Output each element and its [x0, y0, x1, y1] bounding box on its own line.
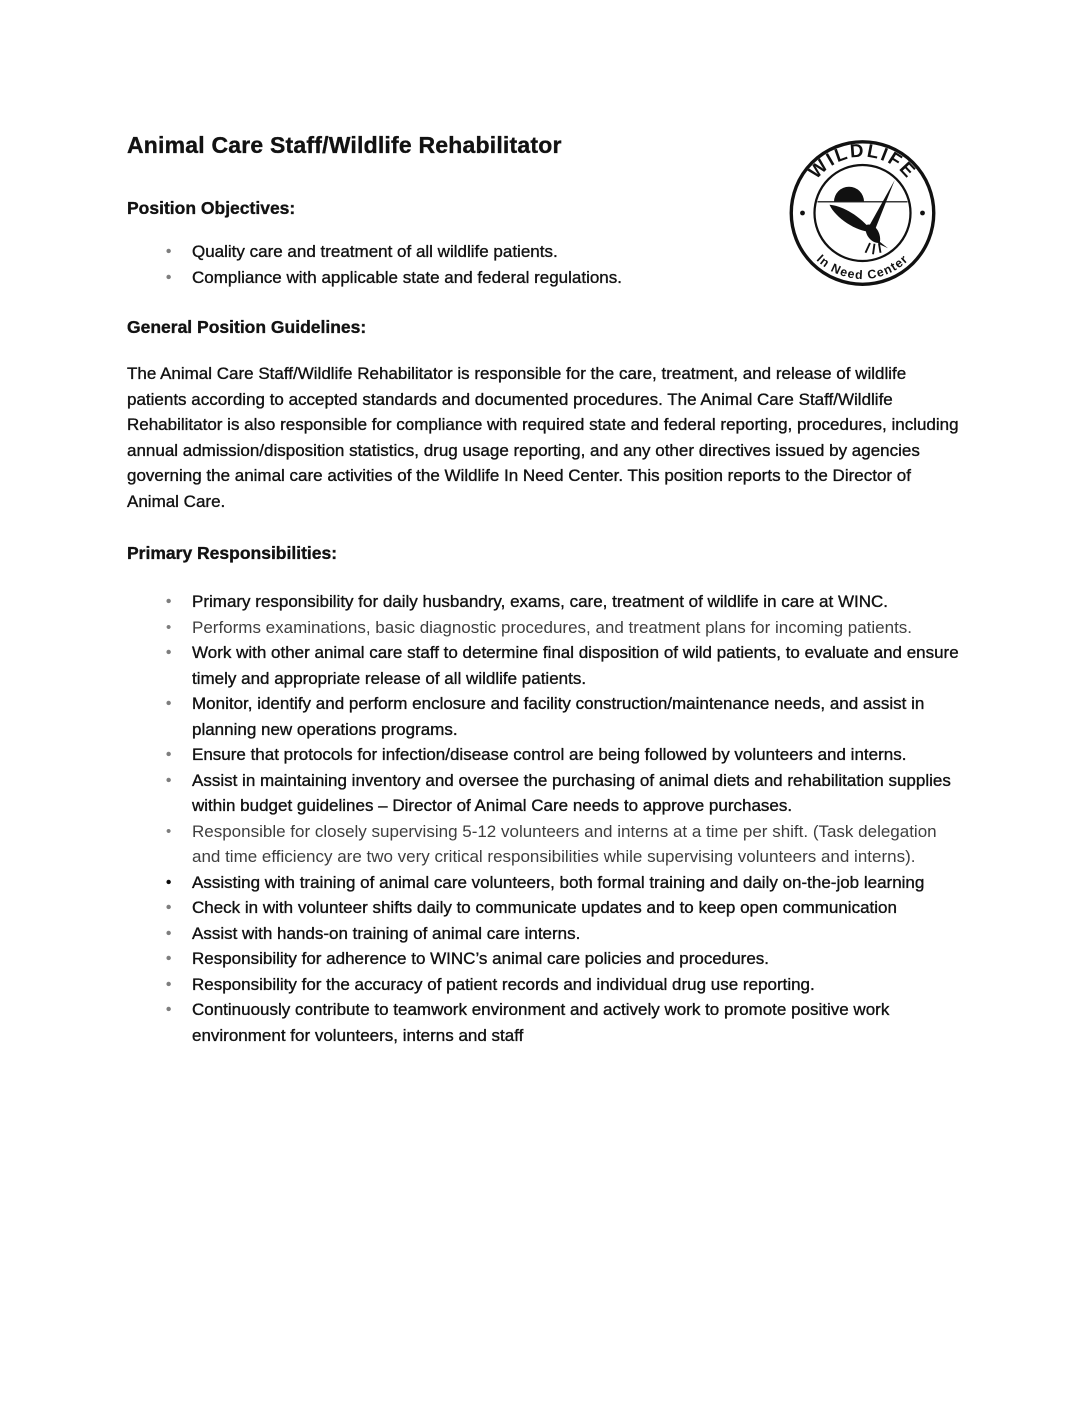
list-item-text: Monitor, identify and perform enclosure and facility construction/maintenance needs, and assist in planning new operations programs. [192, 694, 925, 739]
list-item-text: Responsibility for adherence to WINC’s animal care policies and procedures. [192, 949, 770, 968]
responsibilities-heading: Primary Responsibilities: [127, 543, 338, 563]
bullet-icon: • [166, 899, 172, 916]
bullet-icon: • [166, 1001, 172, 1018]
list-item [127, 895, 960, 921]
list-item [127, 819, 960, 870]
list-item-text: Check in with volunteer shifts daily to communicate updates and to keep open communication [192, 898, 897, 917]
objectives-heading: Position Objectives: [127, 198, 296, 218]
bullet-icon: • [166, 644, 172, 661]
list-item [127, 589, 960, 615]
list-item [127, 615, 960, 641]
bullet-icon: • [166, 695, 172, 712]
bullet-icon: • [166, 924, 172, 942]
bullet-icon: • [166, 618, 172, 636]
bullet-icon: • [166, 771, 172, 789]
bullet-icon: • [166, 268, 172, 286]
guidelines-paragraph: The Animal Care Staff/Wildlife Rehabilitator is responsible for the care, treatment, and release of wildlife patients according to accepted standards and documented procedures. The Animal Care Staff/Wildlife Rehabilitator is also responsible for compliance with required state and federal reporting, procedures, including annual admission/disposition statistics, drug usage reporting, and any other directives issued by agencies governing the animal care activities of the Wildlife In Need Center. This position reports to the Director of Animal Care. [127, 364, 959, 511]
list-item [127, 870, 960, 896]
logo-bottom-arc-text: In Need Center [813, 251, 912, 283]
responsibilities-list [127, 589, 960, 1048]
bullet-icon: • [166, 975, 172, 993]
bullet-icon: • [166, 822, 172, 840]
bullet-icon: • [166, 873, 172, 891]
bullet-icon: • [166, 243, 172, 260]
list-item-text: Performs examinations, basic diagnostic procedures, and treatment plans for incoming patients. [192, 617, 913, 637]
list-item-text: Quality care and treatment of all wildlife patients. [192, 242, 558, 261]
list-item-text: Compliance with applicable state and federal regulations. [192, 267, 622, 287]
list-item-text: Continuously contribute to teamwork environment and actively work to promote positive work environment for volunteers, interns and staff [192, 1000, 890, 1045]
winc-logo [787, 138, 938, 288]
list-item [127, 742, 960, 768]
list-item-text: Work with other animal care staff to determine final disposition of wild patients, to evaluate and ensure timely and appropriate release of all wildlife patients. [192, 643, 959, 688]
bullet-icon: • [166, 950, 172, 967]
guidelines-heading: General Position Guidelines: [127, 317, 367, 337]
list-item [127, 972, 960, 998]
logo-right-dot-icon [920, 211, 925, 216]
winc-logo-svg [787, 138, 938, 288]
list-item [127, 691, 960, 742]
logo-inner-circle [815, 165, 911, 261]
list-item-text: Responsible for closely supervising 5-12 volunteers and interns at a time per shift. (Task delegation and time efficiency are two very critical responsibilities while supervising volunteers and interns). [192, 821, 937, 866]
list-item-text: Assist with hands-on training of animal care interns. [192, 923, 581, 943]
list-item-text: Responsibility for the accuracy of patient records and individual drug use reporting. [192, 974, 815, 994]
list-item [127, 921, 960, 947]
list-item [127, 946, 960, 972]
bullet-icon: • [166, 593, 172, 610]
bullet-icon: • [166, 746, 172, 763]
sun-icon [834, 187, 864, 202]
logo-left-dot-icon [800, 211, 805, 216]
logo-artwork [818, 180, 908, 254]
list-item-text: Assisting with training of animal care volunteers, both formal training and daily on-the-job learning [192, 872, 925, 892]
list-item [127, 997, 960, 1048]
list-item-text: Primary responsibility for daily husbandry, exams, care, treatment of wildlife in care at WINC. [192, 592, 888, 611]
list-item [127, 768, 960, 819]
list-item-text: Assist in maintaining inventory and oversee the purchasing of animal diets and rehabilitation supplies within budget guidelines – Director of Animal Care needs to approve purchases. [192, 770, 951, 815]
logo-top-arc-text: WILDLIFE [804, 139, 921, 183]
page-title: Animal Care Staff/Wildlife Rehabilitator [127, 132, 562, 158]
list-item [127, 640, 960, 691]
list-item-text: Ensure that protocols for infection/disease control are being followed by volunteers and interns. [192, 745, 907, 764]
